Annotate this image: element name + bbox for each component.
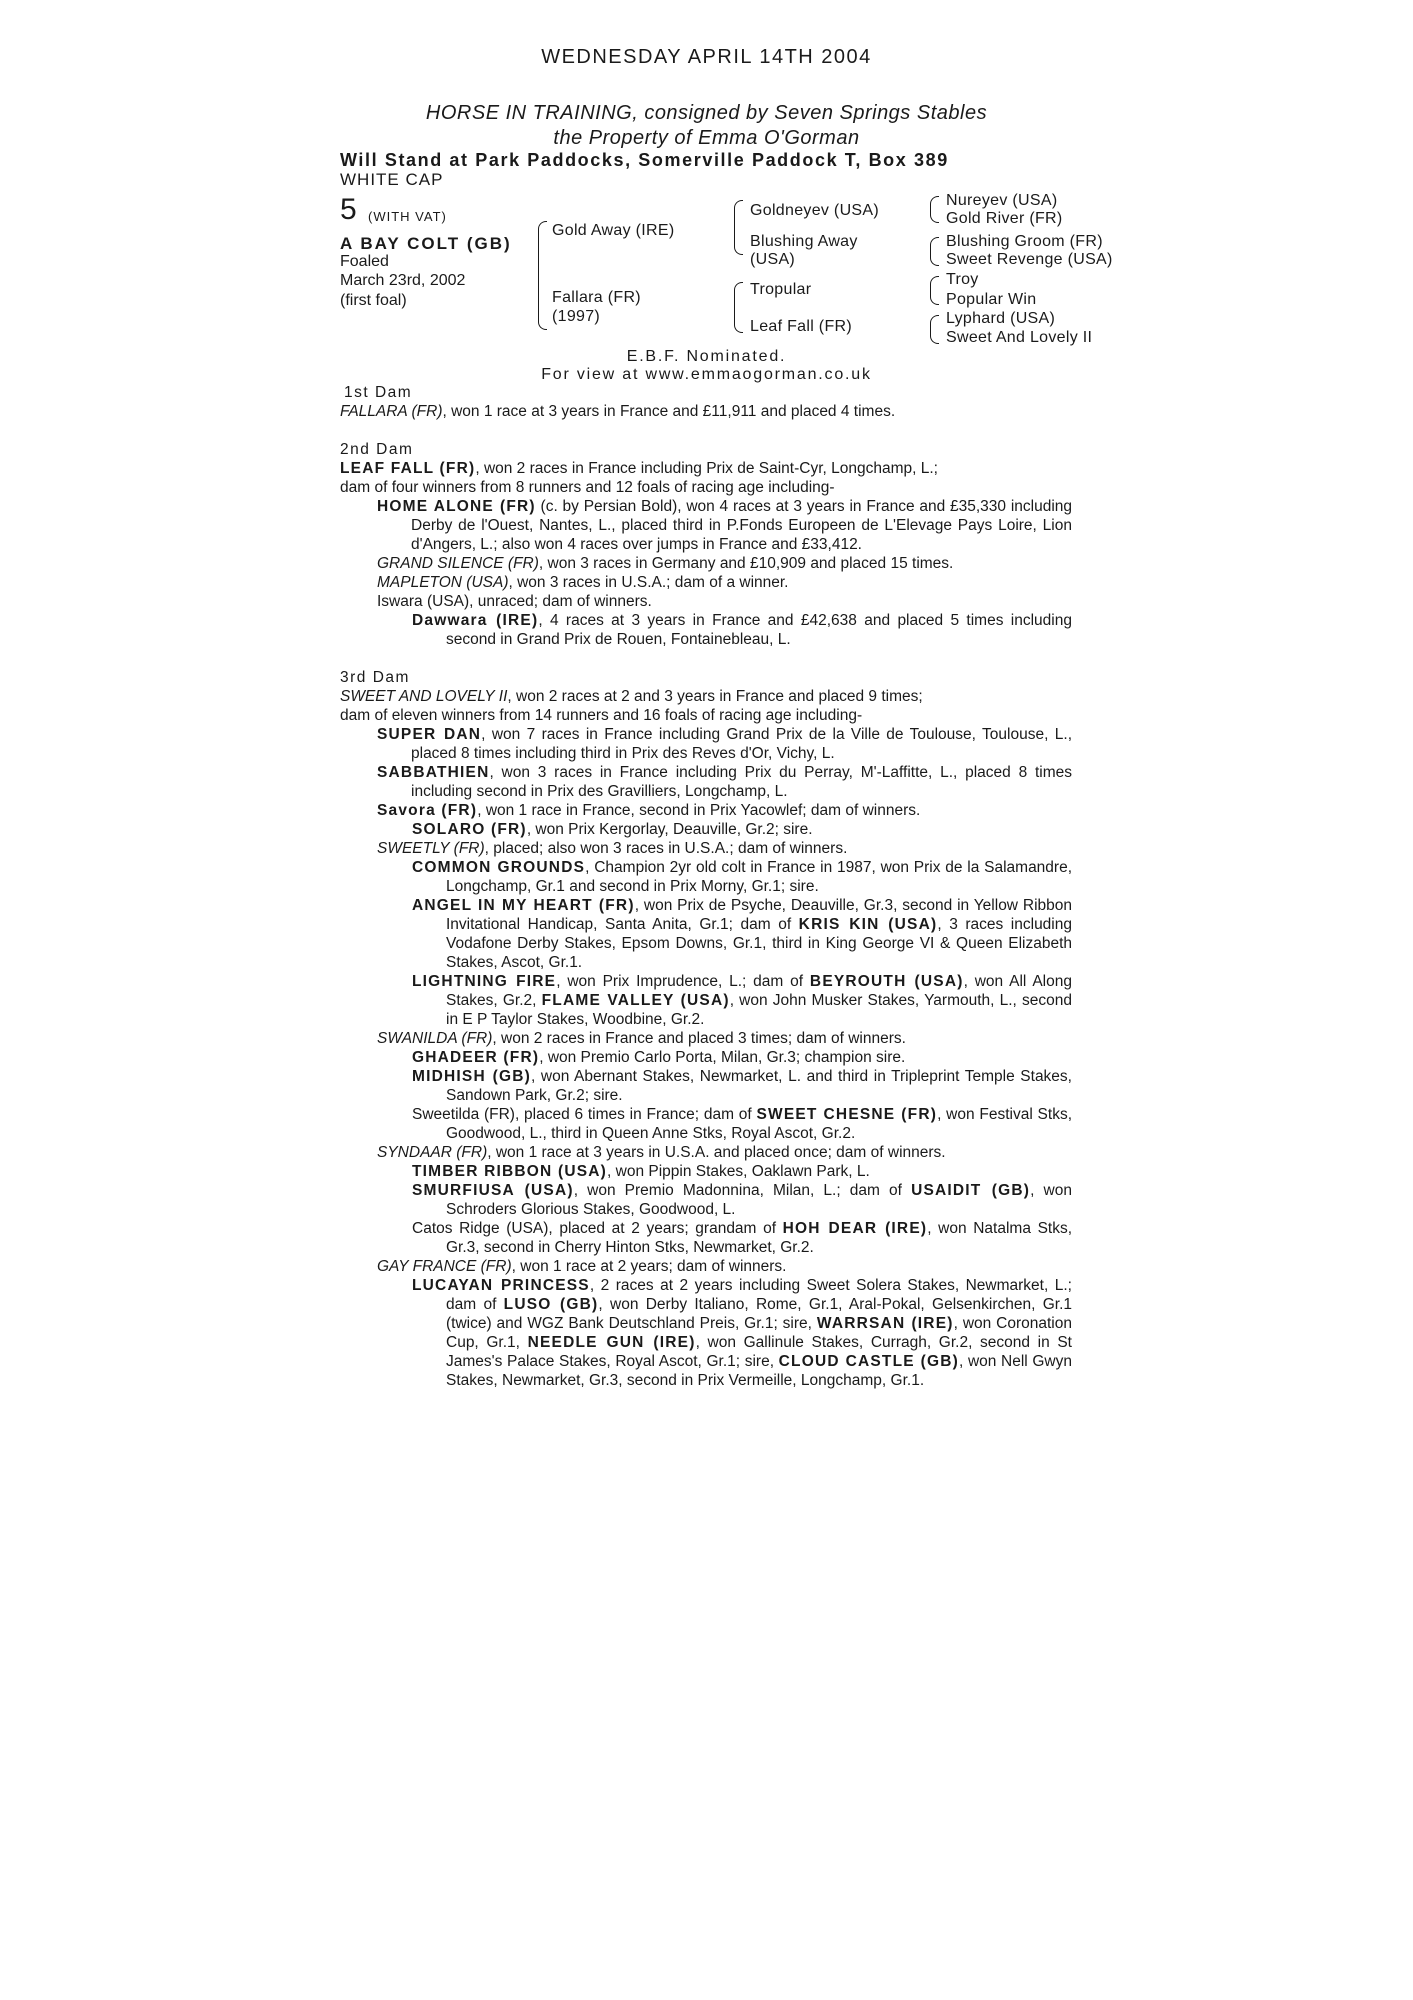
horse-name: COMMON GROUNDS: [412, 859, 586, 876]
horse-name: Dawwara (IRE): [412, 612, 539, 629]
horse-name: SWEETLY (FR): [377, 840, 485, 857]
gen3-bracket-2b: [930, 251, 939, 266]
horse-record: , won Abernant Stakes, Newmarket, L. and third in Tripleprint Temple Stakes, Sandown Park, Gr.2; sire.: [446, 1068, 1072, 1104]
horse-name: Savora (FR): [377, 802, 478, 819]
first-dam-entry: [340, 402, 1072, 421]
sire-sire-bracket: [734, 200, 743, 230]
pedigree-dam: Fallara (FR): [552, 289, 641, 306]
dam-bracket: [538, 279, 547, 330]
horse-name: SABBATHIEN: [377, 764, 490, 781]
second-dam-text: , won 2 races in France including Prix de Saint-Cyr, Longchamp, L.;: [475, 460, 938, 477]
produce-ghadeer: [340, 1048, 1072, 1067]
vat-label: (WITH VAT): [368, 209, 447, 224]
produce-super-dan: [340, 725, 1072, 763]
horse-record: , won Prix de Psyche, Deauville, Gr.3, second in Yellow Ribbon Invitational Handicap, Santa Anita, Gr.1; dam of: [446, 897, 1072, 933]
horse-name: GRAND SILENCE (FR): [377, 555, 539, 572]
pedigree-g8: Sweet And Lovely II: [946, 329, 1093, 346]
second-dam-heading: 2nd Dam: [340, 441, 414, 458]
produce-savora: [340, 801, 1072, 820]
horse-name: SWEET CHESNE (FR): [756, 1106, 938, 1123]
sale-date: WEDNESDAY APRIL 14TH 2004: [541, 46, 872, 68]
sire-dam-bracket: [734, 229, 743, 255]
horse-record: , won 2 races in France and placed 3 times; dam of winners.: [492, 1030, 906, 1047]
produce-lightning-fire: [340, 972, 1072, 1029]
view-website: For view at www.emmaogorman.co.uk: [541, 366, 872, 383]
pedigree-g7: Lyphard (USA): [946, 310, 1056, 327]
third-dam-name: SWEET AND LOVELY II: [340, 688, 508, 705]
horse-name: TIMBER RIBBON (USA): [412, 1163, 608, 1180]
gen3-bracket-2a: [930, 237, 939, 252]
third-dam-heading: 3rd Dam: [340, 669, 410, 686]
dam-sire-bracket: [734, 282, 743, 311]
horse-name: MIDHISH (GB): [412, 1068, 531, 1085]
produce-swanilda: [340, 1029, 1072, 1048]
horse-record: , won 3 races in Germany and £10,909 and placed 15 times.: [538, 555, 954, 572]
produce-catos-ridge: [340, 1219, 1072, 1257]
produce-iswara: Iswara (USA), unraced; dam of winners.: [377, 593, 652, 610]
first-foal-note: (first foal): [340, 292, 407, 309]
second-dam-produce-intro: dam of four winners from 8 runners and 12 foals of racing age including-: [340, 479, 835, 496]
produce-midhish: [340, 1067, 1072, 1105]
property-line: the Property of Emma O'Gorman: [553, 127, 860, 149]
pedigree-dam-dam: Leaf Fall (FR): [750, 318, 852, 335]
gen3-bracket-3a: [930, 276, 939, 291]
horse-record: , 3 races including Vodafone Derby Stakes, Epsom Downs, Gr.1, third in King George VI & Queen Elizabeth Stakes, Ascot, Gr.1.: [446, 916, 1072, 971]
horse-name: KRIS KIN (USA): [798, 916, 938, 933]
horse-record: , 2 races at 2 years including Sweet Solera Stakes, Newmarket, L.; dam of: [446, 1277, 1072, 1313]
gen3-bracket-4b: [930, 329, 939, 344]
horse-record: , 4 races at 3 years in France and £42,638 and placed 5 times including second in Grand Prix de Rouen, Fontainebleau, L.: [446, 612, 1072, 648]
gen3-bracket-1b: [930, 209, 939, 223]
horse-record: , won John Musker Stakes, Yarmouth, L., second in E P Taylor Stakes, Woodbine, Gr.2.: [446, 992, 1073, 1028]
gen3-bracket-1a: [930, 196, 939, 210]
horse-record: , won Schroders Glorious Stakes, Goodwood, L.: [446, 1182, 1072, 1218]
horse-record: , won Coronation Cup, Gr.1,: [446, 1315, 1072, 1351]
horse-name: SWANILDA (FR): [377, 1030, 493, 1047]
pedigree-sire-dam: Blushing Away: [750, 233, 858, 250]
cap-colour: WHITE CAP: [340, 170, 444, 189]
horse-record: (c. by Persian Bold), won 4 races at 3 years in France and £35,330 including Derby de l'Ouest, Nantes, L., placed third in P.Fonds Europeen de L'Elevage Pays Loire, Lion d'Angers, L.; also won 4 races over jumps in France and £33,412.: [411, 498, 1073, 553]
lot-number: 5: [340, 193, 357, 226]
third-dam-entry: [340, 687, 1072, 706]
pedigree-g1: Nureyev (USA): [946, 192, 1058, 209]
produce-dawwara: [340, 611, 1072, 649]
horse-record: , won Prix Kergorlay, Deauville, Gr.2; sire.: [526, 821, 813, 838]
pedigree-g4: Sweet Revenge (USA): [946, 251, 1113, 268]
produce-grand-silence: [340, 554, 1072, 573]
horse-record: , won Gallinule Stakes, Curragh, Gr.2, second in St James's Palace Stakes, Royal Ascot, Gr.1; sire,: [446, 1334, 1072, 1370]
produce-gay-france: [340, 1257, 1072, 1276]
first-dam-text: , won 1 race at 3 years in France and £11,911 and placed 4 times.: [442, 403, 896, 420]
pedigree-g5: Troy: [946, 271, 979, 288]
ebf-nominated: E.B.F. Nominated.: [626, 348, 787, 365]
horse-name: SMURFIUSA (USA): [412, 1182, 574, 1199]
horse-record: , won 7 races in France including Grand Prix de la Ville de Toulouse, Toulouse, L., placed 8 times including third in Prix des Reves d'Or, Vichy, L.: [411, 726, 1072, 762]
horse-name: BEYROUTH (USA): [809, 973, 964, 990]
produce-syndaar: [340, 1143, 1072, 1162]
sire-bracket: [538, 221, 547, 280]
produce-sweetilda: [340, 1105, 1072, 1143]
horse-name: FLAME VALLEY (USA): [541, 992, 730, 1009]
horse-record: , won All Along Stakes, Gr.2,: [446, 973, 1072, 1009]
horse-name: SOLARO (FR): [412, 821, 527, 838]
horse-record: , won Premio Madonnina, Milan, L.; dam of: [573, 1182, 912, 1199]
horse-record: Catos Ridge (USA), placed at 2 years; grandam of: [412, 1220, 783, 1237]
horse-name: LUCAYAN PRINCESS: [412, 1277, 590, 1294]
third-dam-text: , won 2 races at 2 and 3 years in France and placed 9 times;: [507, 688, 923, 705]
horse-record: , placed; also won 3 races in U.S.A.; dam of winners.: [484, 840, 848, 857]
horse-name: USAIDIT (GB): [911, 1182, 1031, 1199]
horse-name: MAPLETON (USA): [377, 574, 509, 591]
pedigree-g2: Gold River (FR): [946, 210, 1063, 227]
stand-location: Will Stand at Park Paddocks, Somerville Paddock T, Box 389: [340, 150, 949, 170]
produce-home-alone: [340, 497, 1072, 554]
produce-sweetly: [340, 839, 1072, 858]
lot-title: HORSE IN TRAINING, consigned by Seven Springs Stables: [425, 102, 988, 124]
horse-record: , won 1 race in France, second in Prix Yacowlef; dam of winners.: [477, 802, 921, 819]
horse-record: , won Premio Carlo Porta, Milan, Gr.3; champion sire.: [539, 1049, 906, 1066]
produce-timber-ribbon: [340, 1162, 1072, 1181]
horse-name: ANGEL IN MY HEART (FR): [412, 897, 635, 914]
pedigree-dam-sire: Tropular: [750, 281, 812, 298]
horse-name: GAY FRANCE (FR): [377, 1258, 512, 1275]
pedigree-sire-dam-country: (USA): [750, 251, 796, 268]
horse-name: WARRSAN (IRE): [816, 1315, 954, 1332]
pedigree-sire: Gold Away (IRE): [552, 222, 675, 239]
first-dam-name: FALLARA (FR): [340, 403, 443, 420]
horse-record: , won 1 race at 2 years; dam of winners.: [511, 1258, 787, 1275]
horse-record: , won 3 races in U.S.A.; dam of a winner.: [508, 574, 789, 591]
first-dam-heading: 1st Dam: [344, 384, 413, 401]
pedigree-g3: Blushing Groom (FR): [946, 233, 1103, 250]
dam-dam-bracket: [734, 310, 743, 333]
horse-name: SYNDAAR (FR): [377, 1144, 488, 1161]
produce-angel-in-my-heart: [340, 896, 1072, 972]
horse-record: , Champion 2yr old colt in France in 1987, won Prix de la Salamandre, Longchamp, Gr.1 and second in Prix Morny, Gr.1; sire.: [446, 859, 1073, 895]
third-dam-produce-intro: dam of eleven winners from 14 runners and 16 foals of racing age including-: [340, 707, 863, 724]
horse-record: , won 3 races in France including Prix du Perray, M'-Laffitte, L., placed 8 times including second in Prix des Gravilliers, Longchamp, L.: [411, 764, 1072, 800]
horse-name: LUSO (GB): [503, 1296, 599, 1313]
horse-record: , won Natalma Stks, Gr.3, second in Cherry Hinton Stks, Newmarket, Gr.2.: [446, 1220, 1073, 1256]
produce-lucayan-princess: [340, 1276, 1072, 1390]
horse-record: , won Derby Italiano, Rome, Gr.1, Aral-Pokal, Gelsenkirchen, Gr.1 (twice) and WGZ Bank Deutschland Preis, Gr.1; sire,: [446, 1296, 1072, 1332]
pedigree-sire-sire: Goldneyev (USA): [750, 202, 879, 219]
horse-record: Sweetilda (FR), placed 6 times in France; dam of: [412, 1106, 757, 1123]
gen3-bracket-4a: [930, 315, 939, 330]
pedigree-g6: Popular Win: [946, 291, 1037, 308]
pedigree-dam-year: (1997): [552, 308, 601, 325]
horse-record: , won Festival Stks, Goodwood, L., third in Queen Anne Stks, Royal Ascot, Gr.2.: [446, 1106, 1072, 1142]
horse-record: , won 1 race at 3 years in U.S.A. and placed once; dam of winners.: [487, 1144, 946, 1161]
produce-smurfiusa: [340, 1181, 1072, 1219]
horse-name: CLOUD CASTLE (GB): [778, 1353, 959, 1370]
horse-name: GHADEER (FR): [412, 1049, 540, 1066]
horse-name: LIGHTNING FIRE: [412, 973, 557, 990]
horse-name: NEEDLE GUN (IRE): [527, 1334, 696, 1351]
horse-record: , won Nell Gwyn Stakes, Newmarket, Gr.3, second in Prix Vermeille, Longchamp, Gr.1.: [446, 1353, 1072, 1389]
horse-record: , won Pippin Stakes, Oaklawn Park, L.: [607, 1163, 870, 1180]
horse-name: HOME ALONE (FR): [377, 498, 536, 515]
produce-common-grounds: [340, 858, 1072, 896]
catalogue-body: [340, 383, 1072, 1390]
horse-name: HOH DEAR (IRE): [782, 1220, 928, 1237]
produce-mapleton: [340, 573, 1072, 592]
produce-solaro: [340, 820, 1072, 839]
horse-record: , won Prix Imprudence, L.; dam of: [556, 973, 810, 990]
horse-name: SUPER DAN: [377, 726, 482, 743]
gen3-bracket-3b: [930, 290, 939, 305]
foaled-label: Foaled: [340, 253, 389, 270]
second-dam-entry: [340, 459, 1072, 478]
lot-description: A BAY COLT (GB): [340, 234, 512, 253]
produce-sabbathien: [340, 763, 1072, 801]
second-dam-name: LEAF FALL (FR): [340, 460, 476, 477]
foaled-date: March 23rd, 2002: [340, 272, 466, 289]
